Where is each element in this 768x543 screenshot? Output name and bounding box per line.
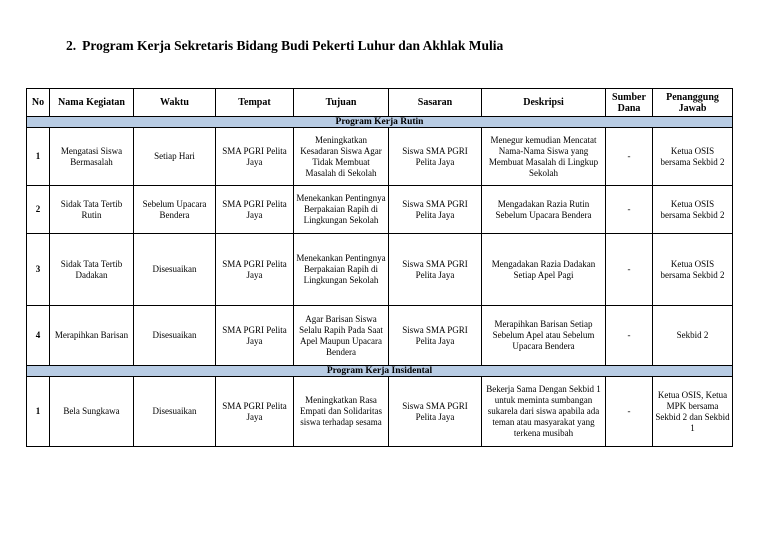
header-sasaran: Sasaran: [389, 89, 482, 117]
cell-penanggung-jawab: Ketua OSIS bersama Sekbid 2: [653, 128, 733, 186]
cell-tempat: SMA PGRI Pelita Jaya: [216, 186, 294, 234]
cell-no: 1: [27, 377, 50, 447]
cell-nama-kegiatan: Mengatasi Siswa Bermasalah: [50, 128, 134, 186]
document-heading: [66, 38, 503, 54]
cell-no: 2: [27, 186, 50, 234]
cell-penanggung-jawab: Ketua OSIS bersama Sekbid 2: [653, 186, 733, 234]
cell-sasaran: Siswa SMA PGRI Pelita Jaya: [389, 234, 482, 306]
cell-sasaran: Siswa SMA PGRI Pelita Jaya: [389, 306, 482, 366]
program-table: [26, 88, 733, 447]
cell-tempat: SMA PGRI Pelita Jaya: [216, 128, 294, 186]
cell-deskripsi: Menegur kemudian Mencatat Nama-Nama Siswa yang Membuat Masalah di Lingkup Sekolah: [482, 128, 606, 186]
cell-nama-kegiatan: Sidak Tata Tertib Rutin: [50, 186, 134, 234]
cell-no: 4: [27, 306, 50, 366]
header-no: No: [27, 89, 50, 117]
header-tujuan: Tujuan: [294, 89, 389, 117]
header-sumber-dana: Sumber Dana: [606, 89, 653, 117]
cell-tujuan: Meningkatkan Kesadaran Siswa Agar Tidak Membuat Masalah di Sekolah: [294, 128, 389, 186]
table-row: [27, 377, 733, 447]
section-title-rutin: Program Kerja Rutin: [27, 117, 733, 128]
cell-waktu: Setiap Hari: [134, 128, 216, 186]
cell-waktu: Disesuaikan: [134, 306, 216, 366]
cell-penanggung-jawab: Sekbid 2: [653, 306, 733, 366]
cell-tujuan: Menekankan Pentingnya Berpakaian Rapih di Lingkungan Sekolah: [294, 234, 389, 306]
table-row: [27, 186, 733, 234]
cell-tujuan: Menekankan Pentingnya Berpakaian Rapih di Lingkungan Sekolah: [294, 186, 389, 234]
cell-sumber-dana: -: [606, 377, 653, 447]
cell-deskripsi: Mengadakan Razia Dadakan Setiap Apel Pagi: [482, 234, 606, 306]
cell-no: 1: [27, 128, 50, 186]
cell-waktu: Sebelum Upacara Bendera: [134, 186, 216, 234]
cell-sasaran: Siswa SMA PGRI Pelita Jaya: [389, 377, 482, 447]
cell-waktu: Disesuaikan: [134, 234, 216, 306]
cell-nama-kegiatan: Sidak Tata Tertib Dadakan: [50, 234, 134, 306]
cell-penanggung-jawab: Ketua OSIS bersama Sekbid 2: [653, 234, 733, 306]
section-title-insidental: Program Kerja Insidental: [27, 366, 733, 377]
header-penanggung-jawab: Penanggung Jawab: [653, 89, 733, 117]
cell-deskripsi: Bekerja Sama Dengan Sekbid 1 untuk meminta sumbangan sukarela dari siswa apabila ada teman atau masyarakat yang terkena musibah: [482, 377, 606, 447]
cell-sasaran: Siswa SMA PGRI Pelita Jaya: [389, 186, 482, 234]
cell-sasaran: Siswa SMA PGRI Pelita Jaya: [389, 128, 482, 186]
header-deskripsi: Deskripsi: [482, 89, 606, 117]
heading-number: 2.: [66, 38, 77, 53]
section-row-insidental: [27, 366, 733, 377]
cell-tujuan: Meningkatkan Rasa Empati dan Solidaritas siswa terhadap sesama: [294, 377, 389, 447]
table-row: [27, 234, 733, 306]
table-header-row: [27, 89, 733, 117]
cell-sumber-dana: -: [606, 186, 653, 234]
heading-text: Program Kerja Sekretaris Bidang Budi Pekerti Luhur dan Akhlak Mulia: [82, 38, 504, 53]
cell-waktu: Disesuaikan: [134, 377, 216, 447]
cell-deskripsi: Mengadakan Razia Rutin Sebelum Upacara Bendera: [482, 186, 606, 234]
cell-tempat: SMA PGRI Pelita Jaya: [216, 377, 294, 447]
cell-tujuan: Agar Barisan Siswa Selalu Rapih Pada Saat Apel Maupun Upacara Bendera: [294, 306, 389, 366]
header-tempat: Tempat: [216, 89, 294, 117]
cell-sumber-dana: -: [606, 128, 653, 186]
header-nama-kegiatan: Nama Kegiatan: [50, 89, 134, 117]
cell-nama-kegiatan: Merapihkan Barisan: [50, 306, 134, 366]
table-row: [27, 128, 733, 186]
cell-tempat: SMA PGRI Pelita Jaya: [216, 306, 294, 366]
cell-deskripsi: Merapihkan Barisan Setiap Sebelum Apel atau Sebelum Upacara Bendera: [482, 306, 606, 366]
cell-tempat: SMA PGRI Pelita Jaya: [216, 234, 294, 306]
section-row-rutin: [27, 117, 733, 128]
table-row: [27, 306, 733, 366]
cell-penanggung-jawab: Ketua OSIS, Ketua MPK bersama Sekbid 2 dan Sekbid 1: [653, 377, 733, 447]
cell-nama-kegiatan: Bela Sungkawa: [50, 377, 134, 447]
header-waktu: Waktu: [134, 89, 216, 117]
cell-sumber-dana: -: [606, 234, 653, 306]
cell-no: 3: [27, 234, 50, 306]
cell-sumber-dana: -: [606, 306, 653, 366]
